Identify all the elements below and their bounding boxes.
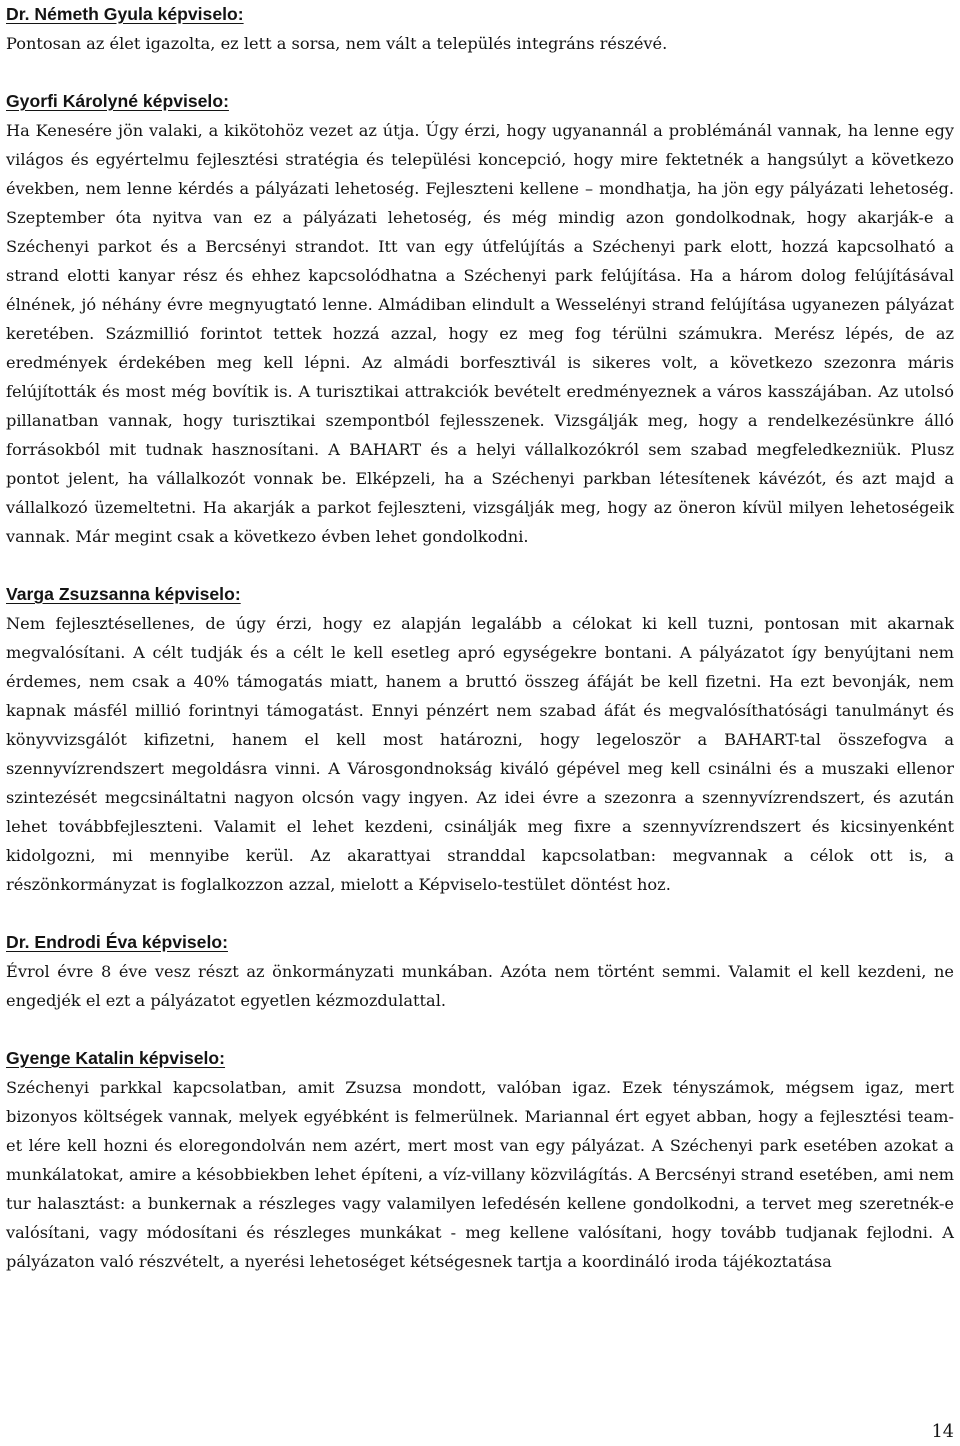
speech-paragraph: Évrol évre 8 éve vesz részt az önkormányzati munkában. Azóta nem történt semmi. Valamit el kell kezdeni, ne engedjék el ezt a pályázatot egyetlen kézmozdulattal. xyxy=(6,962,954,1010)
section-gap xyxy=(6,551,954,580)
speech-paragraph: Pontosan az élet igazolta, ez lett a sorsa, nem vált a település integráns részévé. xyxy=(6,34,668,53)
page-number: 14 xyxy=(931,1422,954,1442)
speaker-heading: Gyenge Katalin képviselo: xyxy=(6,1048,226,1068)
entry-gyorfi-karolyne xyxy=(6,87,954,551)
entry-varga-zsuzsanna xyxy=(6,580,954,899)
section-gap xyxy=(6,899,954,928)
section-gap xyxy=(6,58,954,87)
speech-paragraph: Ha Kenesére jön valaki, a kikötohöz vezet az útja. Úgy érzi, hogy ugyanannál a problémánál vannak, ha lenne egy világos és egyértelmu fejlesztési stratégia és települési koncepció, hogy mire fektetnék a hangsúlyt a következo években, nem lenne kérdés a pályázati lehetoség. Fejleszteni kellene – mondhatja, ha jön egy pályázati lehetoség. Szeptember óta nyitva van ez a pályázati lehetoség, és még mindig azon gondolkodnak, hogy akarják-e a Széchenyi parkot és a Bercsényi strandot. Itt van egy útfelújítás a Széchenyi park elott, hozzá kapcsolható a strand elotti kanyar rész és ehhez kapcsolódhatna a Széchenyi park felújítása. Ha a három dolog felújításával élnének, jó néhány évre megnyugtató lenne. Almádiban elindult a Wesselényi strand felújítása ugyanezen pályázat keretében. Százmillió forintot tettek hozzá azzal, hogy ez meg fog térülni számukra. Merész lépés, de az eredmények érdekében meg kell lépni. Az almádi borfesztivál is sikeres volt, a következo szezonra máris felújították és most még bovítik is. A turisztikai attrakciók bevételt eredményeznek a város kasszájában. Az utolsó pillanatban vannak, hogy turisztikai szempontból fejlesszenek. Vizsgálják meg, hogy a rendelkezésünkre álló forrásokból mit tudnak hasznosítani. A BAHART és a helyi vállalkozókról sem szabad megfeledkezniük. Plusz pontot jelent, ha vállalkozót vonnak be. Elképzeli, ha a Széchenyi parkban létesítenek kávézót, és azt majd a vállalkozó üzemeltetni. Ha akarják a parkot fejleszteni, vizsgálják meg, hogy az öneron kívül milyen lehetoségeik vannak. Már megint csak a következo évben lehet gondolkodni. xyxy=(6,121,954,546)
speaker-heading: Dr. Endrodi Éva képviselo: xyxy=(6,932,228,952)
entry-gyenge-katalin xyxy=(6,1044,954,1276)
entry-endrodi-eva xyxy=(6,928,954,1015)
speaker-heading: Gyorfi Károlyné képviselo: xyxy=(6,91,229,111)
speech-paragraph: Nem fejlesztésellenes, de úgy érzi, hogy ez alapján legalább a célokat ki kell tuzni, pontosan mit akarnak megvalósítani. A célt tudják és a célt le kell esetleg apró egységekre bontani. A pályázatot így benyújtani nem érdemes, nem csak a 40% támogatás miatt, hanem a bruttó összeg áfáját be kell fizetni. Ha ezt bevonják, nem kapnak másfél millió forintnyi támogatást. Ennyi pénzért nem szabad áfát és megvalósíthatósági tanulmányt és könyvvizsgálót kifizetni, hanem el kell most határozni, hogy legeloször a BAHART-tal összefogva a szennyvízrendszert megoldásra vinni. A Városgondnokság kiváló gépével meg kell csinálni és a muszaki ellenor szintezését megcsináltatni nagyon olcsón vagy ingyen. Az idei évre a szezonra a szennyvízrendszert, és azután lehet továbbfejleszteni. Valamit el lehet kezdeni, csinálják meg fixre a szennyvízrendszert és kicsinyenként kidolgozni, mi mennyibe kerül. Az akarattyai stranddal kapcsolatban: megvannak a célok ott is, a részönkormányzat is foglalkozzon azzal, mielott a Képviselo-testület döntést hoz. xyxy=(6,614,954,894)
speaker-heading: Dr. Németh Gyula képviselo: xyxy=(6,4,244,24)
section-gap xyxy=(6,1015,954,1044)
document-page xyxy=(6,0,954,1276)
speech-paragraph: Széchenyi parkkal kapcsolatban, amit Zsuzsa mondott, valóban igaz. Ezek tényszámok, mégsem igaz, mert bizonyos költségek vannak, melyek egyébként is felmerülnek. Mariannal ért egyet abban, hogy a fejlesztési team-et lére kell hozni és eloregondolván nem azért, mert most van egy pályázat. A Széchenyi park esetében azokat a munkálatokat, amire a késobbiekben lehet építeni, a víz-villany közvilágítás. A Bercsényi strand esetében, ami nem tur halasztást: a bunkernak a részleges vagy valamilyen lefedésén kellene gondolkodni, a tervet meg szeretnék-e valósítani, vagy módosítani és részleges munkákat - meg kellene valósítani, hogy tovább tudjanak fejlodni. A pályázaton való részvételt, a nyerési lehetoséget kétségesnek tartja a koordináló iroda tájékoztatása xyxy=(6,1078,954,1271)
entry-nemeth-gyula xyxy=(6,0,954,58)
speaker-heading: Varga Zsuzsanna képviselo: xyxy=(6,584,241,604)
